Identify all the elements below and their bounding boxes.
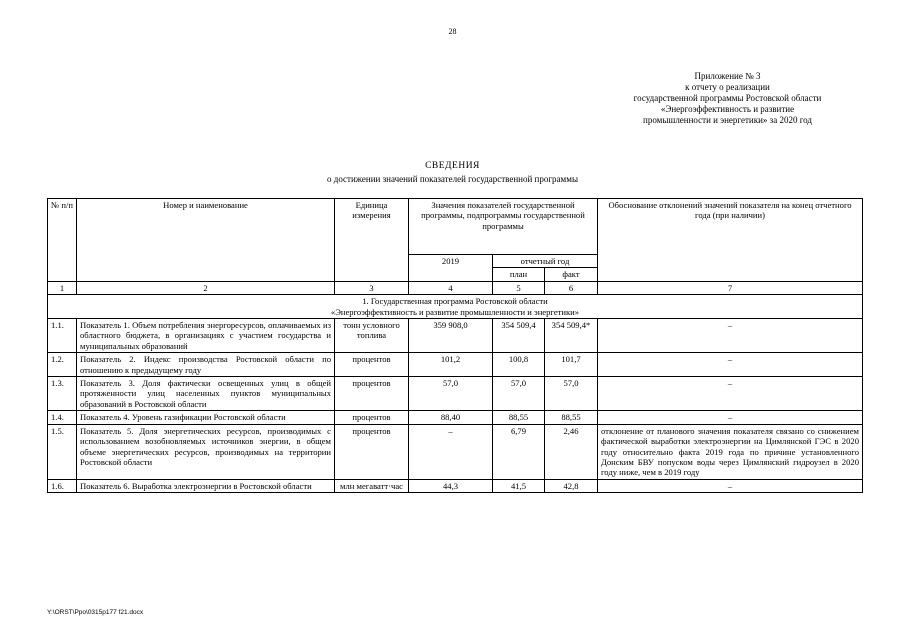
column-number: 1 [48, 281, 77, 294]
row-value-plan: 57,0 [493, 377, 545, 411]
row-note: – [598, 319, 863, 353]
row-note: – [598, 479, 863, 492]
page-number: 28 [448, 27, 457, 36]
header-values: Значения показателей государственной программы, подпрограммы государственной программы [409, 199, 598, 255]
header-justification: Обоснование отклонений значений показателя на конец отчетного года (при наличии) [598, 199, 863, 282]
appendix-line: промышленности и энергетики» за 2020 год [643, 115, 812, 125]
row-unit: процентов [335, 424, 409, 479]
row-value-plan: 88,55 [493, 411, 545, 424]
header-report-year: отчетный год [493, 255, 598, 268]
column-number: 3 [335, 281, 409, 294]
row-value-fact: 88,55 [545, 411, 598, 424]
header-num: № п/п [48, 199, 77, 282]
row-unit: тонн условного топлива [335, 319, 409, 353]
row-value-fact: 2,46 [545, 424, 598, 479]
row-value-plan: 100,8 [493, 353, 545, 377]
row-value-2019: 101,2 [409, 353, 493, 377]
row-num: 1.2. [48, 353, 77, 377]
row-num: 1.3. [48, 377, 77, 411]
row-num: 1.4. [48, 411, 77, 424]
row-value-fact: 42,8 [545, 479, 598, 492]
row-num: 1.1. [48, 319, 77, 353]
row-note: – [598, 377, 863, 411]
column-number: 4 [409, 281, 493, 294]
section-title [48, 295, 863, 319]
row-note: отклонение от планового значения показателя связано со снижением фактической выработки электроэнергии на Цимлянской ГЭС в 2020 году относительно факта 2019 года по причине установленного Донским БВУ попуском воды через Цимлянский гидроузел в 2020 году ниже, чем в 2019 году [598, 424, 863, 479]
appendix-line: к отчету о реализации [685, 82, 770, 92]
section-row [48, 295, 863, 319]
section-line: 1. Государственная программа Ростовской области [362, 296, 548, 307]
appendix-line: государственной программы Ростовской области [633, 93, 822, 103]
appendix-block [590, 71, 865, 126]
appendix-line: «Энергоэффективность и развитие [660, 104, 795, 114]
row-value-plan: 41,5 [493, 479, 545, 492]
row-value-2019: 44,3 [409, 479, 493, 492]
header-fact: факт [545, 268, 598, 281]
table-row [48, 319, 863, 353]
column-number: 7 [598, 281, 863, 294]
row-unit: процентов [335, 411, 409, 424]
row-unit: млн мегаватт·час [335, 479, 409, 492]
row-name: Показатель 6. Выработка электроэнергии в Ростовской области [77, 479, 335, 492]
header-plan: план [493, 268, 545, 281]
table-row [48, 479, 863, 492]
column-number: 6 [545, 281, 598, 294]
row-name: Показатель 4. Уровень газификации Ростовской области [77, 411, 335, 424]
row-name: Показатель 5. Доля энергетических ресурсов, производимых с использованием возобновляемых источников энергии, в общем объеме энергетических ресурсов, производимых на территории Ростовской области [77, 424, 335, 479]
row-value-2019: – [409, 424, 493, 479]
appendix-line: Приложение № 3 [694, 71, 761, 81]
row-value-2019: 359 908,0 [409, 319, 493, 353]
column-number: 2 [77, 281, 335, 294]
row-note: – [598, 411, 863, 424]
row-num: 1.6. [48, 479, 77, 492]
table-row [48, 353, 863, 377]
row-value-plan: 6,79 [493, 424, 545, 479]
row-unit: процентов [335, 353, 409, 377]
row-value-2019: 88,40 [409, 411, 493, 424]
row-value-plan: 354 509,4 [493, 319, 545, 353]
row-note: – [598, 353, 863, 377]
section-line: «Энергоэффективность и развитие промышленности и энергетики» [330, 306, 580, 317]
header-year-2019: 2019 [409, 255, 493, 282]
row-name: Показатель 2. Индекс производства Ростовской области по отношению к предыдущему году [77, 353, 335, 377]
row-value-fact: 354 509,4* [545, 319, 598, 353]
row-name: Показатель 3. Доля фактически освещенных улиц в общей протяженности улиц населенных пунктов муниципальных образований в Ростовской области [77, 377, 335, 411]
document-subtitle: о достижении значений показателей государственной программы [327, 174, 578, 184]
row-value-2019: 57,0 [409, 377, 493, 411]
header-name: Номер и наименование [77, 199, 335, 282]
file-path-footer: Y:\ORST\Ppo\0315p177 f21.docx [47, 609, 144, 616]
indicators-table [47, 198, 863, 493]
row-value-fact: 57,0 [545, 377, 598, 411]
row-name: Показатель 1. Объем потребления энергоресурсов, оплачиваемых из областного бюджета, в организациях с участием государства и муниципальных образований [77, 319, 335, 353]
header-unit: Единица измерения [335, 199, 409, 282]
row-unit: процентов [335, 377, 409, 411]
row-num: 1.5. [48, 424, 77, 479]
table-row [48, 377, 863, 411]
row-value-fact: 101,7 [545, 353, 598, 377]
column-number-row [48, 281, 863, 294]
table-row [48, 411, 863, 424]
table-row [48, 424, 863, 479]
document-title: СВЕДЕНИЯ [425, 161, 480, 171]
column-number: 5 [493, 281, 545, 294]
